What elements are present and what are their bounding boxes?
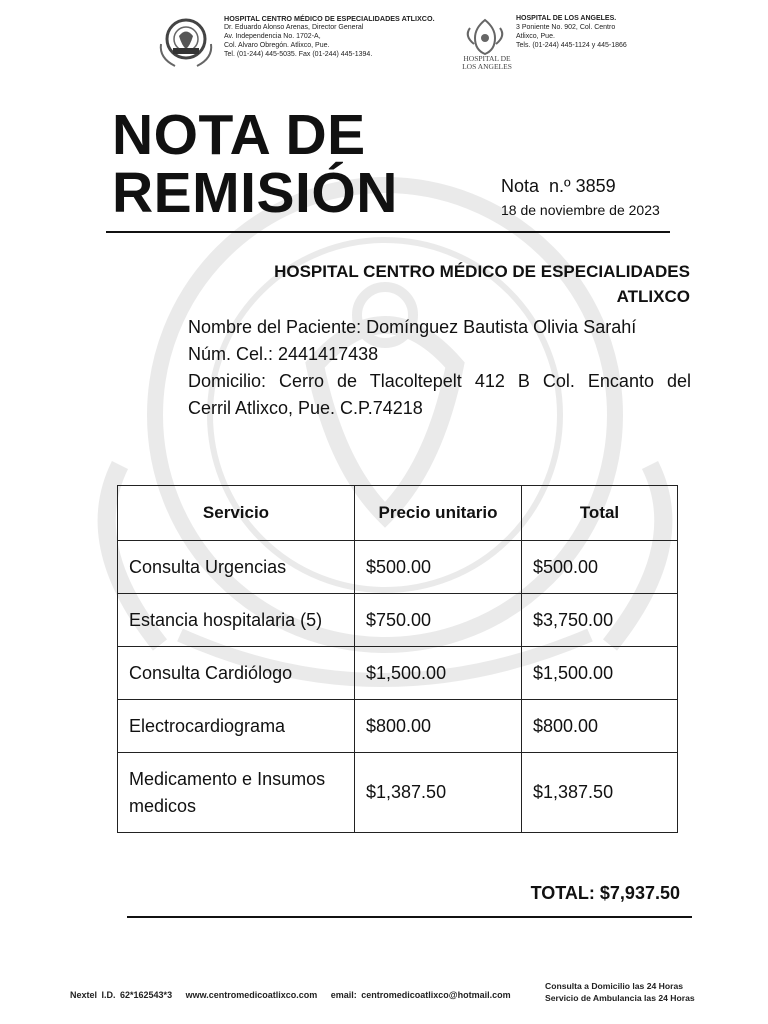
cell-unit-price: $1,387.50: [355, 753, 522, 833]
table-row: [118, 753, 678, 833]
header-left-director: Dr. Eduardo Alonso Arenas, Director General: [224, 24, 364, 31]
cell-service: Consulta Urgencias: [118, 541, 355, 594]
cell-service: Estancia hospitalaria (5): [118, 594, 355, 647]
note-number: Nota n.º 3859: [501, 176, 616, 196]
table-row: [118, 700, 678, 753]
footer-services-line1: Consulta a Domicilio las 24 Horas: [545, 981, 684, 991]
cell-total: $3,750.00: [522, 594, 678, 647]
header-right-address1: 3 Poniente No. 902, Col. Centro: [516, 24, 616, 31]
hospital-angeles-logo-caption: [459, 55, 515, 71]
cell-unit-price: $500.00: [355, 541, 522, 594]
title-divider: [106, 231, 670, 233]
patient-info: [188, 314, 691, 422]
grand-total: TOTAL: $7,937.50: [530, 883, 680, 903]
table-row: [118, 541, 678, 594]
cell-total: $1,500.00: [522, 647, 678, 700]
header-left-address2: Col. Alvaro Obregón. Atlixco, Pue.: [224, 42, 330, 49]
document-title-line2: REMISIÓN: [112, 161, 398, 225]
footer-contact: Nextel I.D. 62*162543*3 www.centromedicoatlixco.com email: centromedicoatlixco@hotmail.com: [70, 990, 511, 1000]
cell-total: $800.00: [522, 700, 678, 753]
header-left-hospital: HOSPITAL CENTRO MÉDICO DE ESPECIALIDADES ATLIXCO.: [224, 14, 435, 23]
footer-services-line2: Servicio de Ambulancia las 24 Horas: [545, 993, 695, 1003]
cell-unit-price: $1,500.00: [355, 647, 522, 700]
footer-services: [545, 980, 695, 1004]
patient-name: Nombre del Paciente: Domínguez Bautista Olivia Sarahí: [188, 317, 637, 337]
document-title-line1: NOTA DE: [112, 103, 366, 167]
logo-caption-line2: LOS ANGELES: [462, 62, 512, 71]
cell-service: Consulta Cardiólogo: [118, 647, 355, 700]
header-servicio: Servicio: [118, 486, 355, 541]
header-precio-unitario: Precio unitario: [355, 486, 522, 541]
hospital-name-line1: HOSPITAL CENTRO MÉDICO DE ESPECIALIDADES: [274, 262, 690, 281]
logo-caption-line1: HOSPITAL DE: [463, 54, 511, 63]
header-left-phones: Tel. (01-244) 445-5035. Fax (01-244) 445-1394.: [224, 51, 373, 58]
patient-address-line1: Domicilio: Cerro de Tlacoltepelt 412 B Col. Encanto del: [188, 371, 691, 391]
patient-phone: Núm. Cel.: 2441417438: [188, 344, 379, 364]
table-row: [118, 647, 678, 700]
table-header-row: [118, 486, 678, 541]
header-left-info: [224, 14, 454, 59]
cell-service: Medicamento e Insumos medicos: [118, 753, 355, 833]
table-row: [118, 594, 678, 647]
patient-address-line2: Cerril Atlixco, Pue. C.P.74218: [188, 398, 423, 418]
note-date: 18 de noviembre de 2023: [501, 202, 660, 218]
header-right-info: [516, 14, 666, 50]
document-title: [112, 103, 398, 225]
cell-total: $1,387.50: [522, 753, 678, 833]
cell-unit-price: $800.00: [355, 700, 522, 753]
header-right-phones: Tels. (01-244) 445-1124 y 445-1866: [516, 42, 627, 49]
header-total: Total: [522, 486, 678, 541]
header-left-address1: Av. Independencia No. 1702-A,: [224, 33, 321, 40]
centro-medico-logo: [155, 14, 217, 70]
hospital-name: [230, 259, 690, 309]
cell-unit-price: $750.00: [355, 594, 522, 647]
cell-service: Electrocardiograma: [118, 700, 355, 753]
total-divider: [127, 916, 692, 918]
header-right-address2: Atlixco, Pue.: [516, 33, 555, 40]
services-table: [117, 485, 678, 833]
hospital-name-line2: ATLIXCO: [616, 287, 690, 306]
header-right-hospital: HOSPITAL DE LOS ANGELES.: [516, 15, 617, 22]
cell-total: $500.00: [522, 541, 678, 594]
